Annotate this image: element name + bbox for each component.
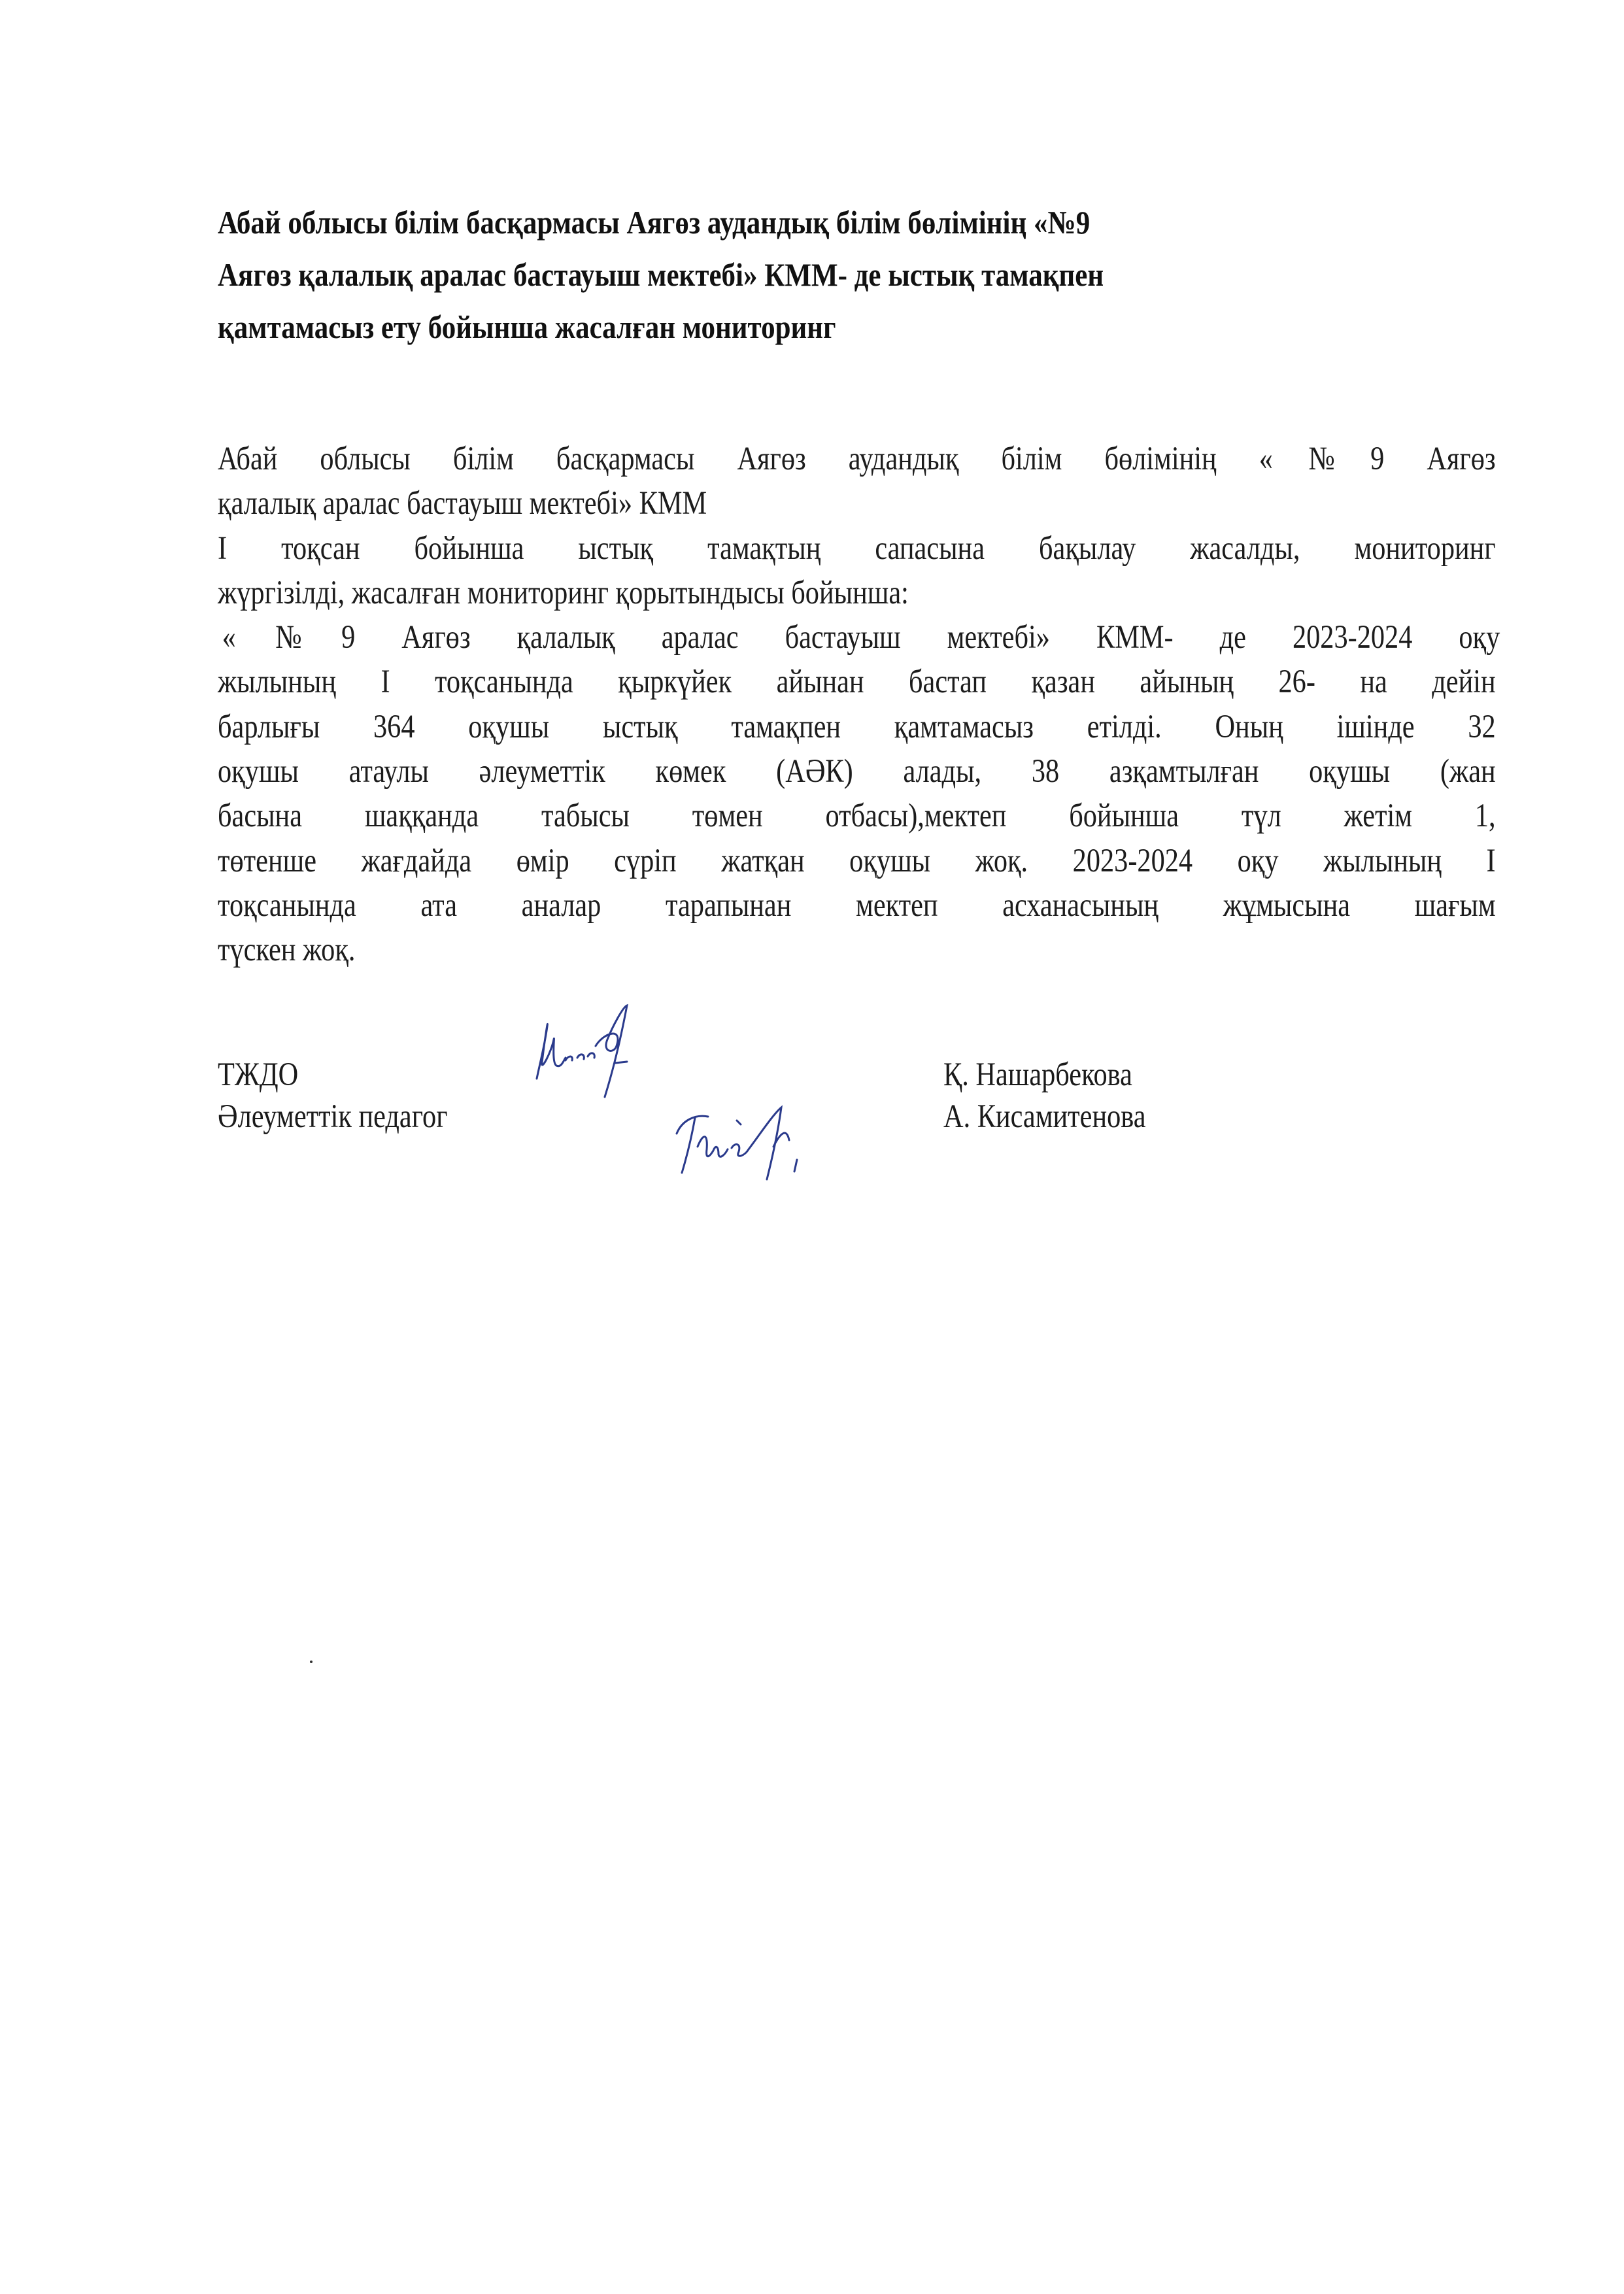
- body-line: қалалық аралас бастауыш мектебі» КММ: [218, 485, 707, 522]
- body-line: төтенше жағдайда өмір сүріп жатқан оқушы жоқ. 2023-2024 оқу жылының І: [218, 842, 1496, 879]
- body-line: түскен жоқ.: [218, 932, 356, 969]
- signature-row: [218, 1053, 1460, 1097]
- body-line: барлығы 364 оқушы ыстық тамақпен қамтамасыз етілді. Оның ішінде 32: [218, 708, 1496, 745]
- signer-role: ТЖДО: [218, 1056, 299, 1093]
- body-line: «№9 Аягөз қалалық аралас бастауыш мектебі» КММ- де 2023-2024 оқу: [222, 619, 1500, 656]
- body-line: оқушы атаулы әлеуметтік көмек (АӘК) алады, 38 азқамтылған оқушы (жан: [218, 753, 1496, 790]
- body-line: тоқсанында ата аналар тарапынан мектеп асханасының жұмысына шағым: [218, 886, 1496, 924]
- document-body: [218, 437, 1500, 973]
- body-line: жылының І тоқсанында қыркүйек айынан бастап қазан айының 26- на дейін: [218, 664, 1496, 701]
- document-title: [218, 196, 1275, 353]
- scan-speck: [310, 1661, 313, 1663]
- body-line: басына шаққанда табысы төмен отбасы),мектеп бойынша түл жетім 1,: [218, 798, 1496, 835]
- signature-block: [218, 1053, 1460, 1183]
- body-line: І тоқсан бойынша ыстық тамақтың сапасына бақылау жасалды, мониторинг: [218, 530, 1496, 567]
- title-line: Абай облысы білім басқармасы Аягөз аудандық білім бөлімінің «№9: [218, 204, 1091, 241]
- signer-name: Қ. Нашарбекова: [943, 1056, 1132, 1093]
- signer-name: А. Кисамитенова: [943, 1098, 1146, 1135]
- handwritten-signature-icon: [669, 1094, 813, 1186]
- signature-row: [218, 1094, 1460, 1139]
- title-line: Аягөз қалалық аралас бастауыш мектебі» КММ- де ыстық тамақпен: [218, 256, 1104, 293]
- signer-role: Әлеуметтік педагог: [218, 1098, 448, 1135]
- handwritten-signature-icon: [525, 1000, 649, 1098]
- body-line: Абай облысы білім басқармасы Аягөз аудандық білім бөлімінің «№9 Аягөз: [218, 441, 1496, 477]
- body-line: жүргізілді, жасалған мониторинг қорытындысы бойынша:: [218, 574, 909, 611]
- title-line: қамтамасыз ету бойынша жасалған мониторинг: [218, 309, 836, 345]
